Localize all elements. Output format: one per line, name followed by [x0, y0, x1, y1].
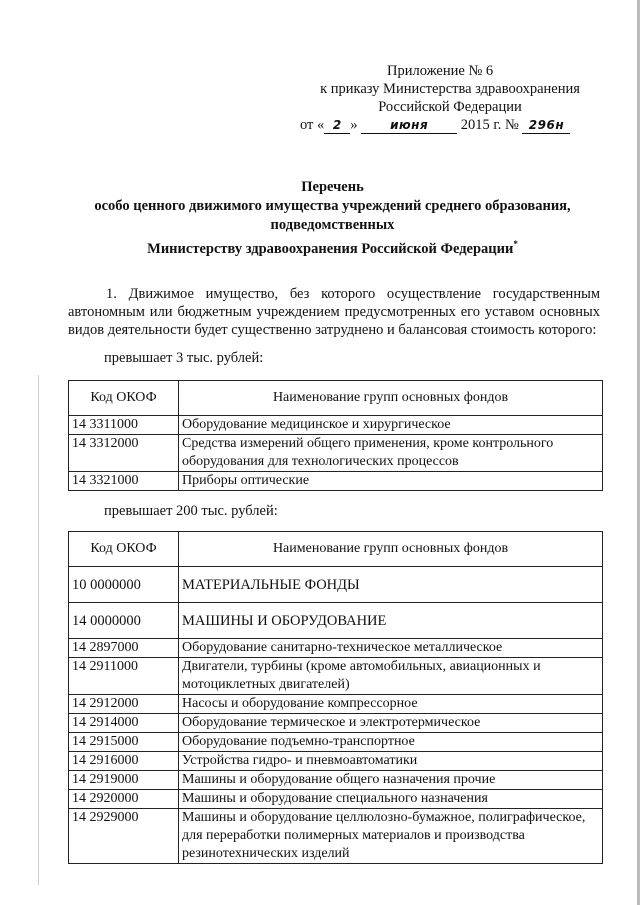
date-prefix: от « — [300, 117, 325, 133]
appendix-number: Приложение № 6 — [387, 63, 494, 79]
table-row — [69, 472, 603, 491]
table-row — [69, 790, 603, 809]
doc-number: 296н — [522, 118, 570, 134]
row-code: 14 3321000 — [69, 472, 179, 491]
row-name: Оборудование санитарно-техническое металлическое — [179, 639, 603, 658]
table-row — [69, 771, 603, 790]
row-name: Оборудование подъемно-транспортное — [179, 733, 603, 752]
row-name: Оборудование медицинское и хирургическое — [179, 416, 603, 435]
table-row — [69, 658, 603, 695]
row-name: Приборы оптические — [179, 472, 603, 491]
table-row — [69, 639, 603, 658]
table-row — [69, 695, 603, 714]
row-name: Устройства гидро- и пневмоавтоматики — [179, 752, 603, 771]
table-row — [69, 567, 603, 603]
table-row — [69, 733, 603, 752]
threshold-3k: превышает 3 тыс. рублей: — [104, 350, 264, 366]
table-row — [69, 603, 603, 639]
row-code: 14 2911000 — [69, 658, 179, 695]
scan-margin-line — [38, 375, 39, 885]
header-name: Наименование групп основных фондов — [179, 532, 603, 567]
appendix-org: Российской Федерации — [378, 99, 522, 115]
table-row — [69, 714, 603, 733]
title-line-3: подведомственных — [270, 217, 395, 233]
okof-table-3k — [68, 380, 603, 491]
row-name: Машины и оборудование специального назначения — [179, 790, 603, 809]
appendix-date-line — [300, 116, 600, 134]
paragraph-text: 1. Движимое имущество, без которого осуществление государственным автономным или бюджетным учреждением предусмотренных его уставом основных видов деятельности будет существенно затруднено и балансовая стоимость которого: — [68, 286, 600, 338]
row-code: 14 2912000 — [69, 695, 179, 714]
header-code: Код ОКОФ — [69, 532, 179, 567]
appendix-header — [300, 62, 600, 134]
table-row — [69, 416, 603, 435]
date-month: июня — [361, 118, 457, 134]
row-code: 14 3312000 — [69, 435, 179, 472]
row-code: 10 0000000 — [69, 567, 179, 603]
table-row — [69, 809, 603, 864]
row-code: 14 2919000 — [69, 771, 179, 790]
row-name: Машины и оборудование целлюлозно-бумажное, полиграфическое, для переработки полимерных материалов и производства резинотехнических изделий — [179, 809, 603, 864]
row-code: 14 2929000 — [69, 809, 179, 864]
title-line-1: Перечень — [301, 179, 364, 195]
table-header-row — [69, 381, 603, 416]
table-row — [69, 752, 603, 771]
row-name: Оборудование термическое и электротермическое — [179, 714, 603, 733]
main-paragraph — [68, 285, 600, 339]
date-year: 2015 г. № — [460, 117, 519, 133]
footnote-mark: * — [513, 239, 518, 249]
title-line-2: особо ценного движимого имущества учреждений среднего образования, — [94, 198, 571, 214]
row-name: Машины и оборудование общего назначения прочие — [179, 771, 603, 790]
date-day: 2 — [324, 118, 350, 134]
date-mid: » — [350, 117, 358, 133]
title-line-4 — [40, 235, 625, 259]
row-name: Двигатели, турбины (кроме автомобильных, авиационных и мотоциклетных двигателей) — [179, 658, 603, 695]
header-code: Код ОКОФ — [69, 381, 179, 416]
row-code: 14 2915000 — [69, 733, 179, 752]
row-name: Средства измерений общего применения, кроме контрольного оборудования для технологических процессов — [179, 435, 603, 472]
okof-table-200k — [68, 531, 603, 864]
row-code: 14 2920000 — [69, 790, 179, 809]
row-code: 14 2914000 — [69, 714, 179, 733]
table-header-row — [69, 532, 603, 567]
row-code: 14 3311000 — [69, 416, 179, 435]
row-name: МАТЕРИАЛЬНЫЕ ФОНДЫ — [179, 567, 603, 603]
header-name: Наименование групп основных фондов — [179, 381, 603, 416]
table-row — [69, 435, 603, 472]
row-name: Насосы и оборудование компрессорное — [179, 695, 603, 714]
document-title — [40, 178, 625, 259]
threshold-200k: превышает 200 тыс. рублей: — [104, 503, 278, 519]
row-code: 14 2916000 — [69, 752, 179, 771]
title-line-4-text: Министерству здравоохранения Российской Федерации — [147, 240, 514, 257]
appendix-order-ref: к приказу Министерства здравоохранения — [320, 81, 580, 97]
row-code: 14 2897000 — [69, 639, 179, 658]
row-name: МАШИНЫ И ОБОРУДОВАНИЕ — [179, 603, 603, 639]
row-code: 14 0000000 — [69, 603, 179, 639]
